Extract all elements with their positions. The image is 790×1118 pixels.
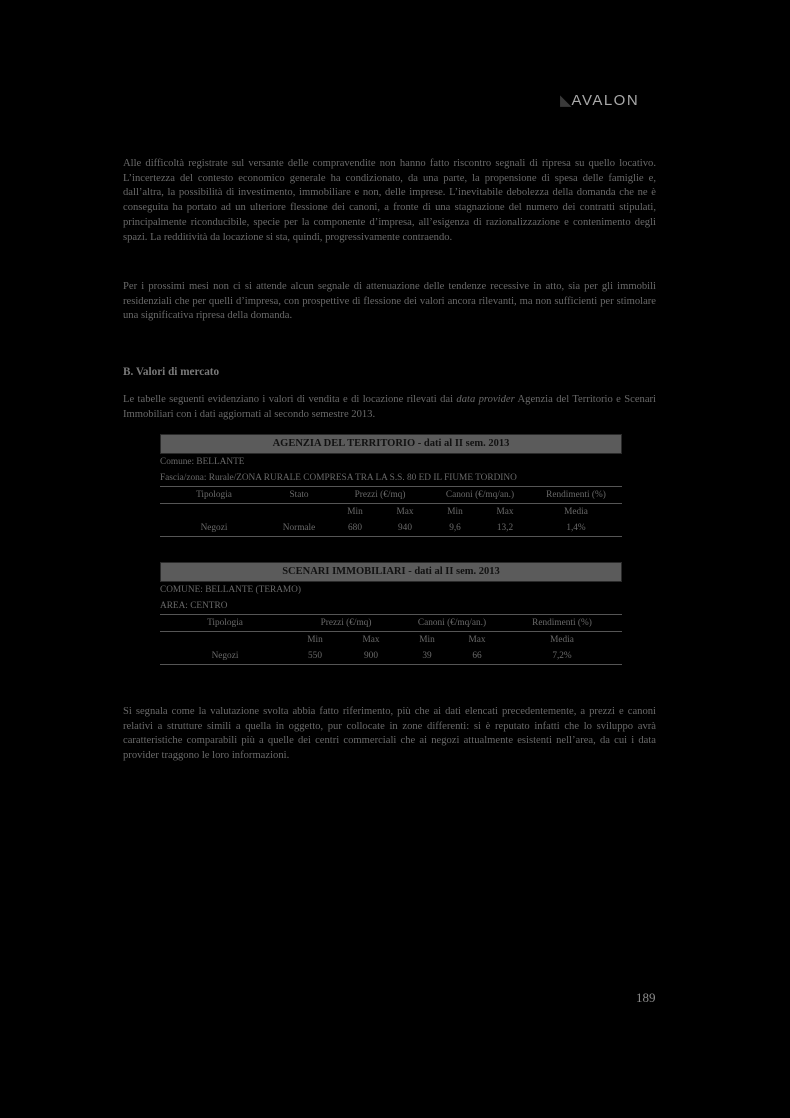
cell-prezzi-min: 680: [348, 523, 362, 533]
table-comune: Comune: BELLANTE: [160, 457, 245, 467]
table-fascia-zona: Fascia/zona: Rurale/ZONA RURALE COMPRESA TRA LA S.S. 80 ED IL FIUME TORDINO: [160, 473, 517, 483]
subheader-canoni-max: Max: [468, 635, 486, 645]
table-title: AGENZIA DEL TERRITORIO - dati al II sem. 2013: [160, 434, 622, 454]
cell-canoni-max: 66: [472, 651, 482, 661]
cell-rendimenti: 7,2%: [552, 651, 572, 661]
table-column-headers: [160, 486, 622, 503]
header-tipologia: Tipologia: [196, 490, 232, 500]
cell-canoni-max: 13,2: [496, 523, 514, 533]
subheader-canoni-max: Max: [496, 507, 514, 517]
subheader-rendimenti-media: Media: [564, 507, 588, 517]
paragraph-valuation-note: Si segnala come la valutazione svolta abbia fatto riferimento, più che ai dati elencati precedentemente, a prezzi e canoni relativi a strutture simili a quella in oggetto, pur collocate in zone differenti: si è reputato infatti che lo sviluppo avrà caratteristiche comparabili più a quelle dei centri commerciali che ai negozi attualmente esistenti nell’area, da cui i data provider traggono le loro informazioni.: [123, 706, 656, 762]
cell-rendimenti: 1,4%: [566, 523, 586, 533]
cell-prezzi-min: 550: [308, 651, 322, 661]
table-agenzia-territorio: [160, 434, 622, 537]
subheader-prezzi-min: Min: [307, 635, 323, 645]
subheader-empty: [268, 504, 330, 520]
header-prezzi: Prezzi (€/mq): [354, 490, 406, 500]
table-sub-headers: [160, 631, 622, 648]
header-canoni: Canoni (€/mq/an.): [445, 490, 515, 500]
header-rendimenti: Rendimenti (%): [532, 618, 592, 628]
cell-tipologia: Negozi: [211, 651, 239, 661]
table-column-headers: [160, 614, 622, 631]
header-stato: Stato: [289, 490, 309, 500]
cell-prezzi-max: 940: [398, 523, 412, 533]
header-canoni: Canoni (€/mq/an.): [417, 618, 487, 628]
header-prezzi: Prezzi (€/mq): [320, 618, 372, 628]
table-row: [160, 648, 622, 665]
cell-stato: Normale: [282, 523, 316, 533]
intro-text-data-provider: data provider: [456, 394, 515, 405]
subheader-prezzi-max: Max: [362, 635, 380, 645]
page-number: 189: [636, 990, 656, 1005]
subheader-rendimenti-media: Media: [550, 635, 574, 645]
cell-tipologia: Negozi: [200, 523, 228, 533]
intro-text-end: Agenzia del Territorio e Scenari Immobiliari con i dati aggiornati al secondo semestre 2013.: [123, 394, 656, 420]
cell-prezzi-max: 900: [364, 651, 378, 661]
paragraph-rental-market: Alle difficoltà registrate sul versante delle compravendite non hanno fatto riscontro segnali di ripresa su quello locativo. L’incertezza del contesto economico generale ha condizionato, da una parte, la propensione di spesa delle famiglie e, dall’altra, la possibilità di investimento, immobiliare e non, delle imprese. L’inevitabile debolezza della domanda che ne è conseguita ha portato ad un ulteriore flessione dei canoni, a fronte di una stagnazione del numero dei contratti stipulati, principalmente riconducibile, specie per la componente d’impresa, all’esigenza di razionalizzazione e contenimento degli spazi. La redditività da locazione si sta, quindi, progressivamente contraendo.: [123, 158, 656, 243]
table-row: [160, 520, 622, 537]
subheader-canoni-min: Min: [447, 507, 463, 517]
paragraph-tables-intro: [123, 393, 656, 422]
avalon-logo: [560, 91, 639, 109]
table-sub-headers: [160, 503, 622, 520]
logo-text: AVALON: [571, 92, 640, 109]
table-area: AREA: CENTRO: [160, 601, 228, 611]
header-tipologia: Tipologia: [207, 618, 243, 628]
intro-text-start: Le tabelle seguenti evidenziano i valori di vendita e di locazione rilevati dai: [123, 394, 457, 405]
subheader-canoni-min: Min: [419, 635, 435, 645]
subheader-prezzi-max: Max: [396, 507, 414, 517]
subheader-prezzi-min: Min: [347, 507, 363, 517]
table-scenari-immobiliari: [160, 562, 622, 665]
paragraph-outlook: Per i prossimi mesi non ci si attende alcun segnale di attenuazione delle tendenze recessive in atto, sia per gli immobili residenziali che per quelli d’impresa, con prospettive di flessione dei valori ancora rilevanti, ma non sufficienti per stimolare una significativa ripresa della domanda.: [123, 281, 656, 322]
cell-canoni-min: 39: [422, 651, 432, 661]
subheader-empty: [160, 632, 290, 648]
section-heading-market-values: B. Valori di mercato: [123, 366, 220, 378]
subheader-empty: [160, 504, 268, 520]
cell-canoni-min: 9,6: [449, 523, 461, 533]
table-title: SCENARI IMMOBILIARI - dati al II sem. 2013: [160, 562, 622, 582]
logo-mark-icon: ◣: [560, 92, 572, 109]
header-rendimenti: Rendimenti (%): [546, 490, 606, 500]
table-comune: COMUNE: BELLANTE (TERAMO): [160, 585, 301, 595]
